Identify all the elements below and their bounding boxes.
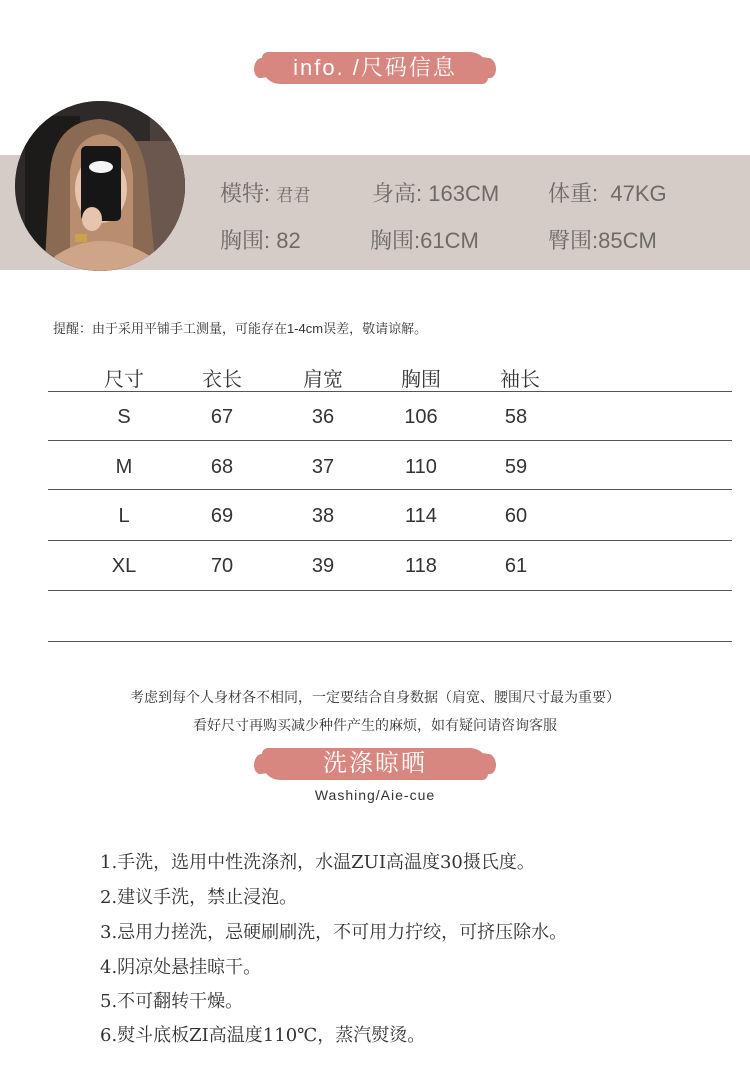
measurement-note: 提醒：由于采用平铺手工测量，可能存在1-4cm误差，敬请谅解。	[53, 321, 428, 336]
table-cell: 61	[504, 555, 528, 577]
list-item: 3.忌用力搓洗，忌硬刷刷洗，不可用力拧绞，可挤压除水。	[100, 922, 568, 943]
table-cell: 106	[404, 406, 438, 428]
table-cell: 37	[311, 456, 335, 478]
table-cell: 68	[210, 456, 234, 478]
table-cell: 114	[405, 505, 437, 527]
list-item: 1.手洗，选用中性洗涤剂，水温ZUI高温度30摄氏度。	[100, 852, 535, 873]
table-cell: XL	[111, 555, 137, 577]
table-cell: 67	[210, 406, 234, 428]
table-header-chest: 胸围	[401, 369, 441, 391]
size-info-title: info. /尺码信息	[262, 52, 488, 84]
table-cell: 118	[405, 555, 437, 577]
table-divider	[48, 440, 732, 441]
table-cell: 36	[311, 406, 335, 428]
advice-line-2: 看好尺寸再购买减少种件产生的麻烦，如有疑问请咨询客服	[193, 717, 557, 733]
table-cell: 60	[504, 505, 528, 527]
table-header-size: 尺寸	[104, 369, 144, 391]
model-name: 模特: 君君	[220, 181, 311, 206]
table-divider	[48, 641, 732, 642]
list-item: 2.建议手洗，禁止浸泡。	[100, 887, 298, 908]
table-cell: 39	[311, 555, 335, 577]
advice-line-1: 考虑到每个人身材各不相同，一定要结合自身数据（肩宽、腰围尺寸最为重要）	[130, 689, 620, 705]
table-cell: 70	[210, 555, 234, 577]
model-photo	[15, 101, 185, 271]
list-item: 4.阴凉处悬挂晾干。	[100, 957, 262, 978]
table-cell: 58	[504, 406, 528, 428]
model-hip: 臀围:85CM	[548, 228, 657, 253]
list-item: 6.熨斗底板ZI高温度110℃，蒸汽熨烫。	[100, 1025, 426, 1046]
table-header-sleeve: 袖长	[500, 369, 540, 391]
washing-title: 洗涤晾晒	[262, 748, 488, 780]
table-cell: 110	[405, 456, 437, 478]
table-cell: 69	[210, 505, 234, 527]
table-cell: 38	[311, 505, 335, 527]
table-divider	[48, 590, 732, 591]
table-cell: M	[115, 456, 133, 478]
table-cell: S	[117, 406, 131, 428]
table-divider	[48, 540, 732, 541]
model-chest: 胸围: 82	[220, 228, 301, 253]
table-divider	[48, 489, 732, 490]
table-cell: 59	[504, 456, 528, 478]
model-chest-2: 胸围:61CM	[370, 228, 479, 253]
washing-subtitle: Washing/Aie-cue	[314, 787, 436, 803]
table-header-shoulder: 肩宽	[303, 369, 343, 391]
table-header-length: 衣长	[202, 369, 242, 391]
model-weight: 体重: 47KG	[548, 181, 667, 206]
list-item: 5.不可翻转干燥。	[100, 991, 244, 1012]
table-divider	[48, 391, 732, 392]
model-height: 身高: 163CM	[372, 181, 500, 206]
table-cell: L	[118, 505, 130, 527]
